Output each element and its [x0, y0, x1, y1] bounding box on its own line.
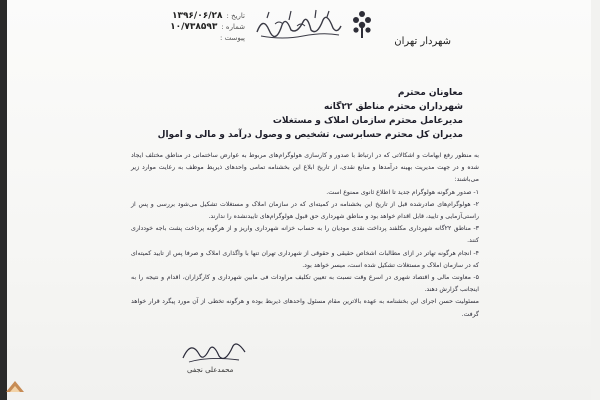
handwritten-signature — [179, 336, 249, 366]
attachment-label: پیوست : — [220, 34, 245, 42]
recipient-line: شهرداران محترم مناطق ۲۲گانه — [323, 102, 463, 112]
attachment-row — [125, 33, 245, 44]
recipient-line: مدیرعامل محترم سازمان املاک و مستغلات — [272, 116, 463, 126]
number-label: شماره : — [221, 23, 245, 31]
directive-item: ۳- مناطق ۲۲گانه شهرداری مکلفند پرداخت نقدی مودیان را به حساب خزانه شهرداری واریز و از هرگونه پرداخت پشت باجه خودداری کنند. — [131, 225, 479, 245]
recipient-line: مدیران کل محترم حسابرسی، تشخیص و وصول درآمد و مالی و اموال — [157, 130, 463, 140]
directive-item: ۵- معاونت مالی و اقتصاد شهری در اسرع وقت نسبت به تعیین تکلیف مراودات فی مابین شهرداری و کارگزاران، اقدام و نتیجه را به اینجانب گزارش دهند. — [131, 274, 479, 294]
basmala-calligraphy — [253, 8, 343, 42]
tehran-municipality-emblem — [351, 9, 373, 39]
directive-item: ۲- هولوگرام‌های صادرشده قبل از تاریخ این بخشنامه در کمیته‌ای که در سازمان املاک و مستغلات تشکیل می‌شود بررسی و پس از راستی‌آزمایی و تایید، قابل اقدام خواهد بود و مناطق شهرداری حق قبول هولوگرام‌های تاییدنشده را ندارند. — [131, 200, 479, 221]
date-value: ۱۳۹۶/۰۶/۲۸ — [171, 11, 223, 21]
recipient-line: معاونان محترم — [397, 88, 463, 98]
letter-page — [7, 0, 591, 400]
closing-paragraph: مسئولیت حسن اجرای این بخشنامه به عهده بالاترین مقام مسئول واحدهای ذیربط بوده و هرگونه تخطی از آن مورد پیگرد قرار خواهد گرفت. — [131, 298, 479, 318]
date-label: تاریخ : — [226, 12, 245, 20]
date-row — [125, 11, 245, 22]
directive-item: ۱- صدور هرگونه هولوگرام جدید تا اطلاع ثانوی ممنوع است. — [326, 188, 479, 196]
photo-border-right — [591, 0, 600, 400]
photo-border-left — [0, 0, 7, 400]
number-row — [125, 22, 245, 33]
letter-body — [131, 150, 479, 321]
number-value: ۱۰/۷۳۸۵۹۳ — [170, 22, 218, 32]
watermark-logo-icon — [3, 378, 27, 396]
recipients-block — [103, 86, 463, 142]
directive-item: ۴- انجام هرگونه تهاتر در ازای مطالبات اشخاص حقیقی و حقوقی از شهرداری تهران تنها با واگذاری املاک و صرفا پس از تایید کمیته‌ای که در سازمان املاک و مستغلات تشکیل شده است، میسر خواهد بود. — [131, 249, 479, 269]
intro-paragraph: به منظور رفع ابهامات و اشکالاتی که در ارتباط با صدور و کارسازی هولوگرام‌های مربوط به عوارض ساختمانی در مناطق مختلف ایجاد شده و در جهت مدیریت بهینه درآمدها و منابع نقدی، از تاریخ ابلاغ این بخشنامه تمامی واحدهای ذیربط موظف به رعایت موارد زیر می‌باشند: — [131, 152, 479, 184]
signer-name: محمدعلی نجفی — [187, 366, 234, 374]
letter-meta — [125, 11, 245, 44]
organization-name: شهردار تهران — [394, 36, 451, 47]
